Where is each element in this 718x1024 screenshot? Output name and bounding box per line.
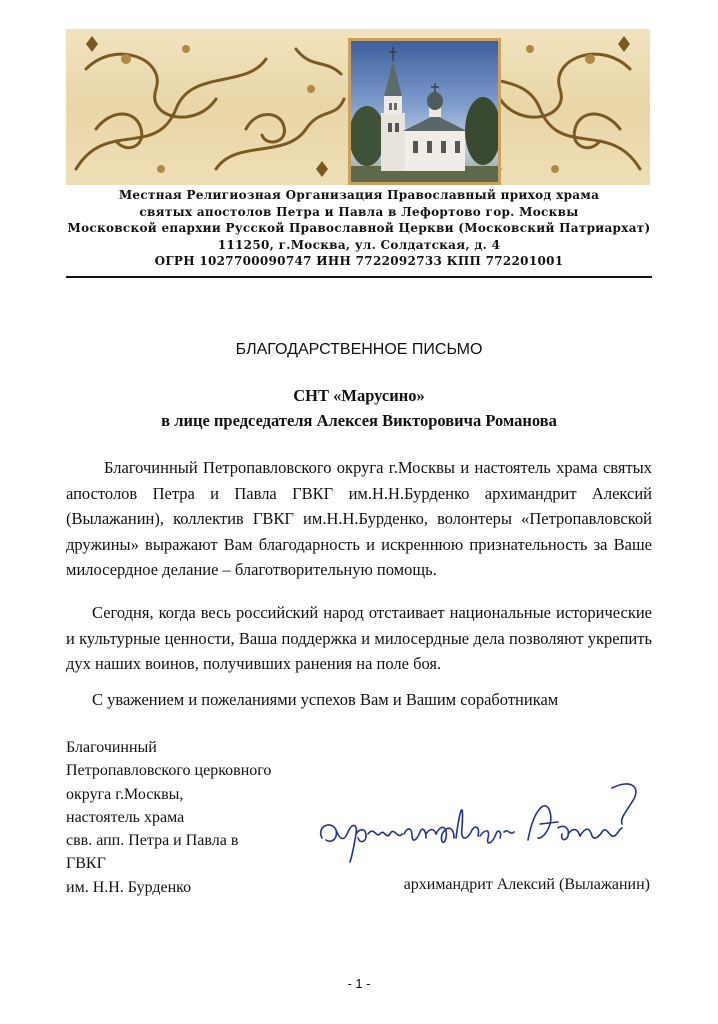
signatory-title-line: настоятель храма xyxy=(66,808,185,826)
signatory-title-line: им. Н.Н. Бурденко xyxy=(66,878,192,896)
org-line: святых апостолов Петра и Павла в Лефортово гор. Москвы xyxy=(139,204,579,219)
org-line: Московской епархии Русской Православной Церкви (Московский Патриархат) xyxy=(67,221,651,235)
page-number: - 1 - xyxy=(347,976,371,991)
church-icon xyxy=(351,41,498,182)
signatory-title-line: округа г.Москвы, xyxy=(66,785,184,803)
signatory-name: архимандрит Алексий (Вылажанин) xyxy=(403,876,650,893)
signatory-title xyxy=(66,736,326,899)
closing-line: С уважением и пожеланиями успехов Вам и Вашим соработникам xyxy=(92,690,559,709)
church-picture xyxy=(348,38,501,185)
recipient xyxy=(0,383,718,433)
org-registration: ОГРН 1027700090747 ИНН 7722092733 КПП 772201001 xyxy=(154,254,564,268)
recipient-person: в лице председателя Алексея Викторовича Романова xyxy=(161,411,557,430)
signatory-title-line: свв. апп. Петра и Павла в xyxy=(66,832,239,850)
header-divider xyxy=(66,276,652,278)
org-address: 111250, г.Москва, ул. Солдатская, д. 4 xyxy=(217,237,501,252)
body-paragraph: Сегодня, когда весь российский народ отстаивает национальные исторические и культурные ценности, Ваша поддержка и милосердные дела позволяют укрепить дух наших воинов, получивших ранения на поле боя. xyxy=(66,603,652,673)
signatory-title-line: Благочинный xyxy=(66,739,157,756)
signatory-title-line: Петропавловского церковного xyxy=(66,762,272,780)
recipient-org: СНТ «Марусино» xyxy=(293,386,425,405)
document-title: БЛАГОДАРСТВЕННОЕ ПИСЬМО xyxy=(235,341,483,358)
signatory-title-line: ГВКГ xyxy=(66,855,106,873)
body-paragraph: Благочинный Петропавловского округа г.Москвы и настоятель храма святых апостолов Петра и Павла ГВКГ им.Н.Н.Бурденко архимандрит Алексий (Вылажанин), коллектив ГВКГ им.Н.Н.Бурденко, волонтеры «Петропавловской дружины» выражают Вам благодарность и искреннюю признательность за Ваше милосердное делание – благотворительную помощь. xyxy=(66,458,652,579)
header-banner xyxy=(66,29,650,185)
handwritten-signature xyxy=(302,768,652,868)
organization-details xyxy=(40,187,678,270)
org-line: Местная Религиозная Организация Православный приход храма xyxy=(118,188,600,202)
